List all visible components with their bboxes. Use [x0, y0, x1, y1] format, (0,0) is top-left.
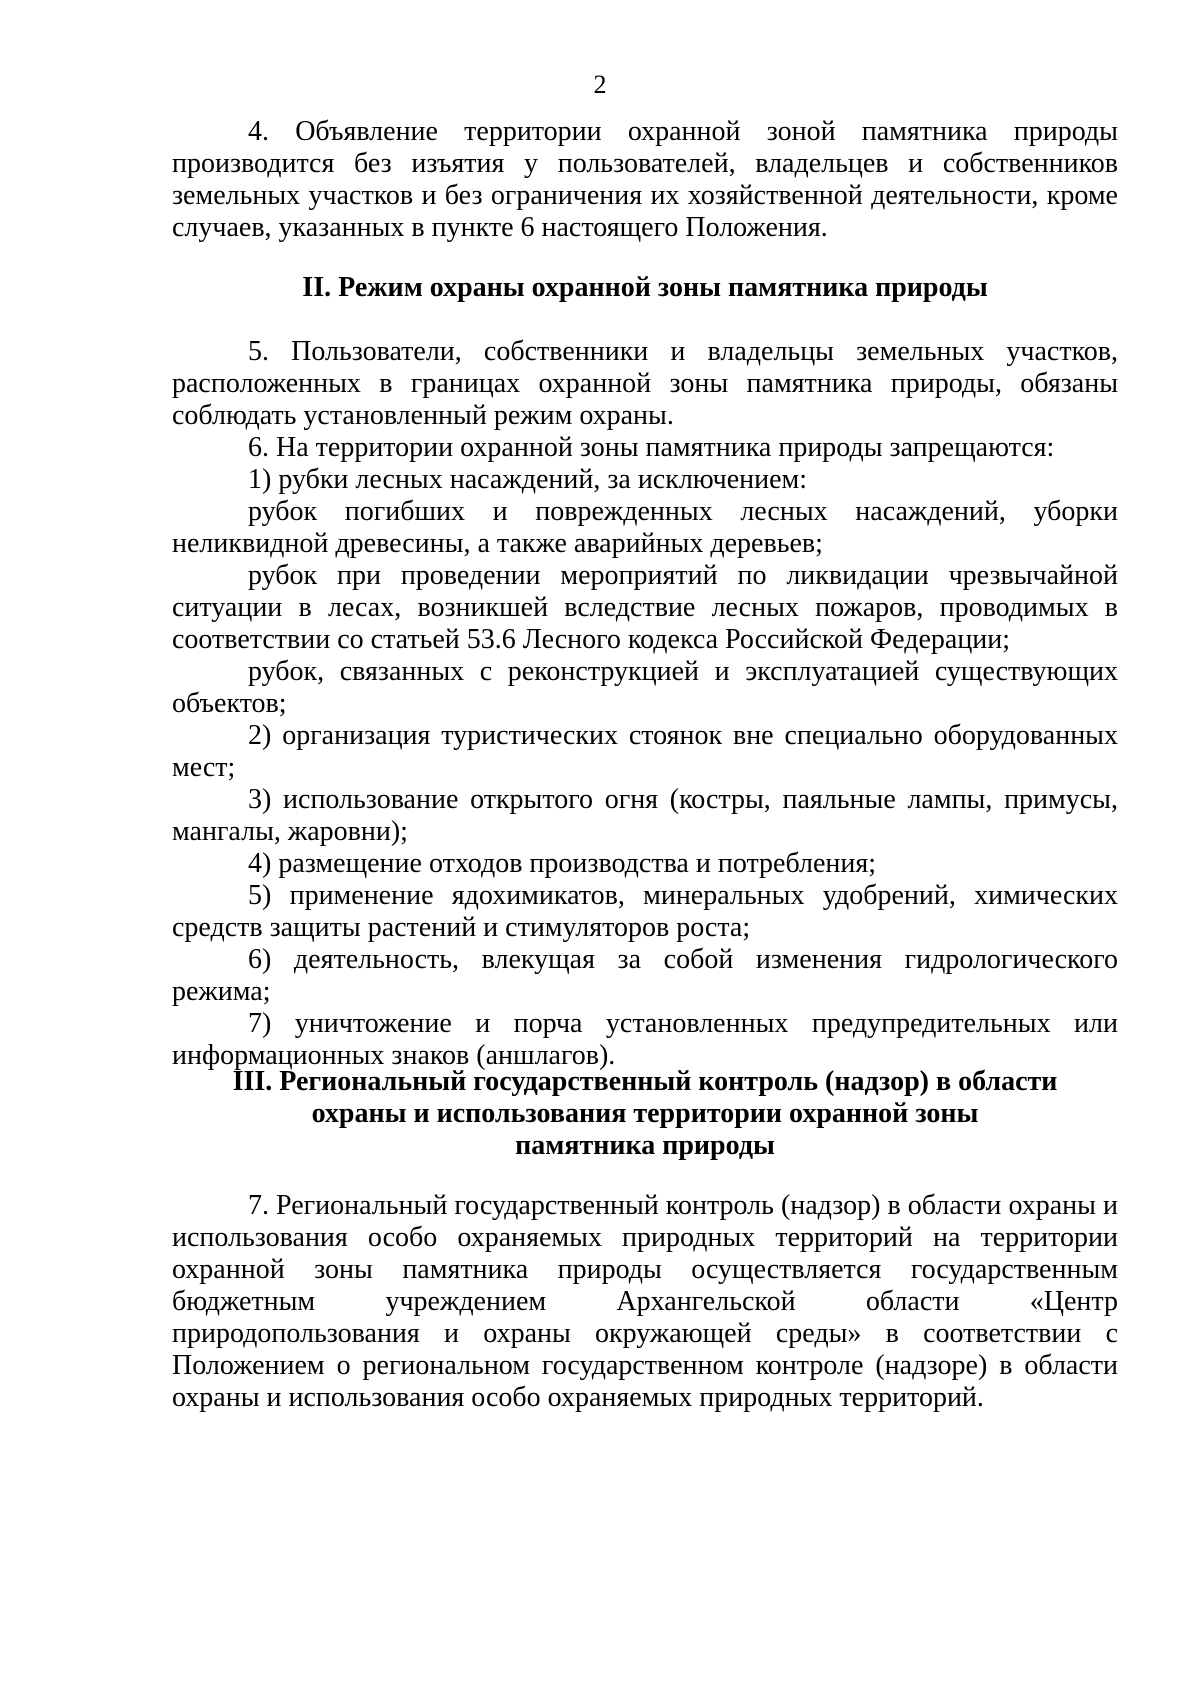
paragraph-4: 4. Объявление территории охранной зоной памятника природы производится без изъятия у пользователей, владельцев и собственников земельных участков и без ограничения их хозяйственной деятельности, кроме случаев, указанных в пункте 6 настоящего Положения. — [172, 116, 1118, 243]
list-item-4: 4) размещение отходов производства и потребления; — [248, 848, 877, 879]
section-3-heading-line-2: охраны и использования территории охранной зоны — [311, 1098, 979, 1129]
list-item-1-exception-c: рубок, связанных с реконструкцией и эксплуатацией существующих объектов; — [172, 656, 1118, 719]
list-item-3: 3) использование открытого огня (костры, паяльные лампы, примусы, мангалы, жаровни); — [172, 784, 1118, 847]
list-item-5: 5) применение ядохимикатов, минеральных удобрений, химических средств защиты растений и стимуляторов роста; — [172, 880, 1118, 943]
paragraph-6: 6. На территории охранной зоны памятника природы запрещаются: — [248, 432, 1055, 463]
section-2-heading: II. Режим охраны охранной зоны памятника природы — [302, 272, 988, 303]
list-item-1-exception-a: рубок погибших и поврежденных лесных насаждений, уборки неликвидной древесины, а также аварийных деревьев; — [172, 496, 1118, 559]
section-1-body — [172, 116, 1118, 244]
list-item-1: 1) рубки лесных насаждений, за исключением: — [248, 464, 808, 495]
section-3-body — [172, 1190, 1118, 1414]
section-3-heading — [172, 1066, 1118, 1162]
section-3-heading-line-3: памятника природы — [515, 1130, 775, 1161]
list-item-1-exception-b: рубок при проведении мероприятий по ликвидации чрезвычайной ситуации в лесах, возникшей вследствие лесных пожаров, проводимых в соответствии со статьей 53.6 Лесного кодекса Российской Федерации; — [172, 560, 1118, 655]
list-item-2: 2) организация туристических стоянок вне специально оборудованных мест; — [172, 720, 1118, 783]
list-item-6: 6) деятельность, влекущая за собой изменения гидрологического режима; — [172, 944, 1118, 1007]
section-2-body — [172, 336, 1118, 1072]
list-item-7: 7) уничтожение и порча установленных предупредительных или информационных знаков (аншлагов). — [172, 1008, 1118, 1071]
paragraph-5: 5. Пользователи, собственники и владельцы земельных участков, расположенных в границах охранной зоны памятника природы, обязаны соблюдать установленный режим охраны. — [172, 336, 1118, 431]
page-number: 2 — [593, 70, 607, 99]
section-3-heading-line-1: III. Региональный государственный контроль (надзор) в области — [232, 1066, 1058, 1097]
paragraph-7: 7. Региональный государственный контроль (надзор) в области охраны и использования особо охраняемых природных территорий на территории охранной зоны памятника природы осуществляется государственным бюджетным учреждением Архангельской области «Центр природопользования и охраны окружающей среды» в соответствии с Положением о региональном государственном контроле (надзоре) в области охраны и использования особо охраняемых природных территорий. — [172, 1190, 1118, 1413]
